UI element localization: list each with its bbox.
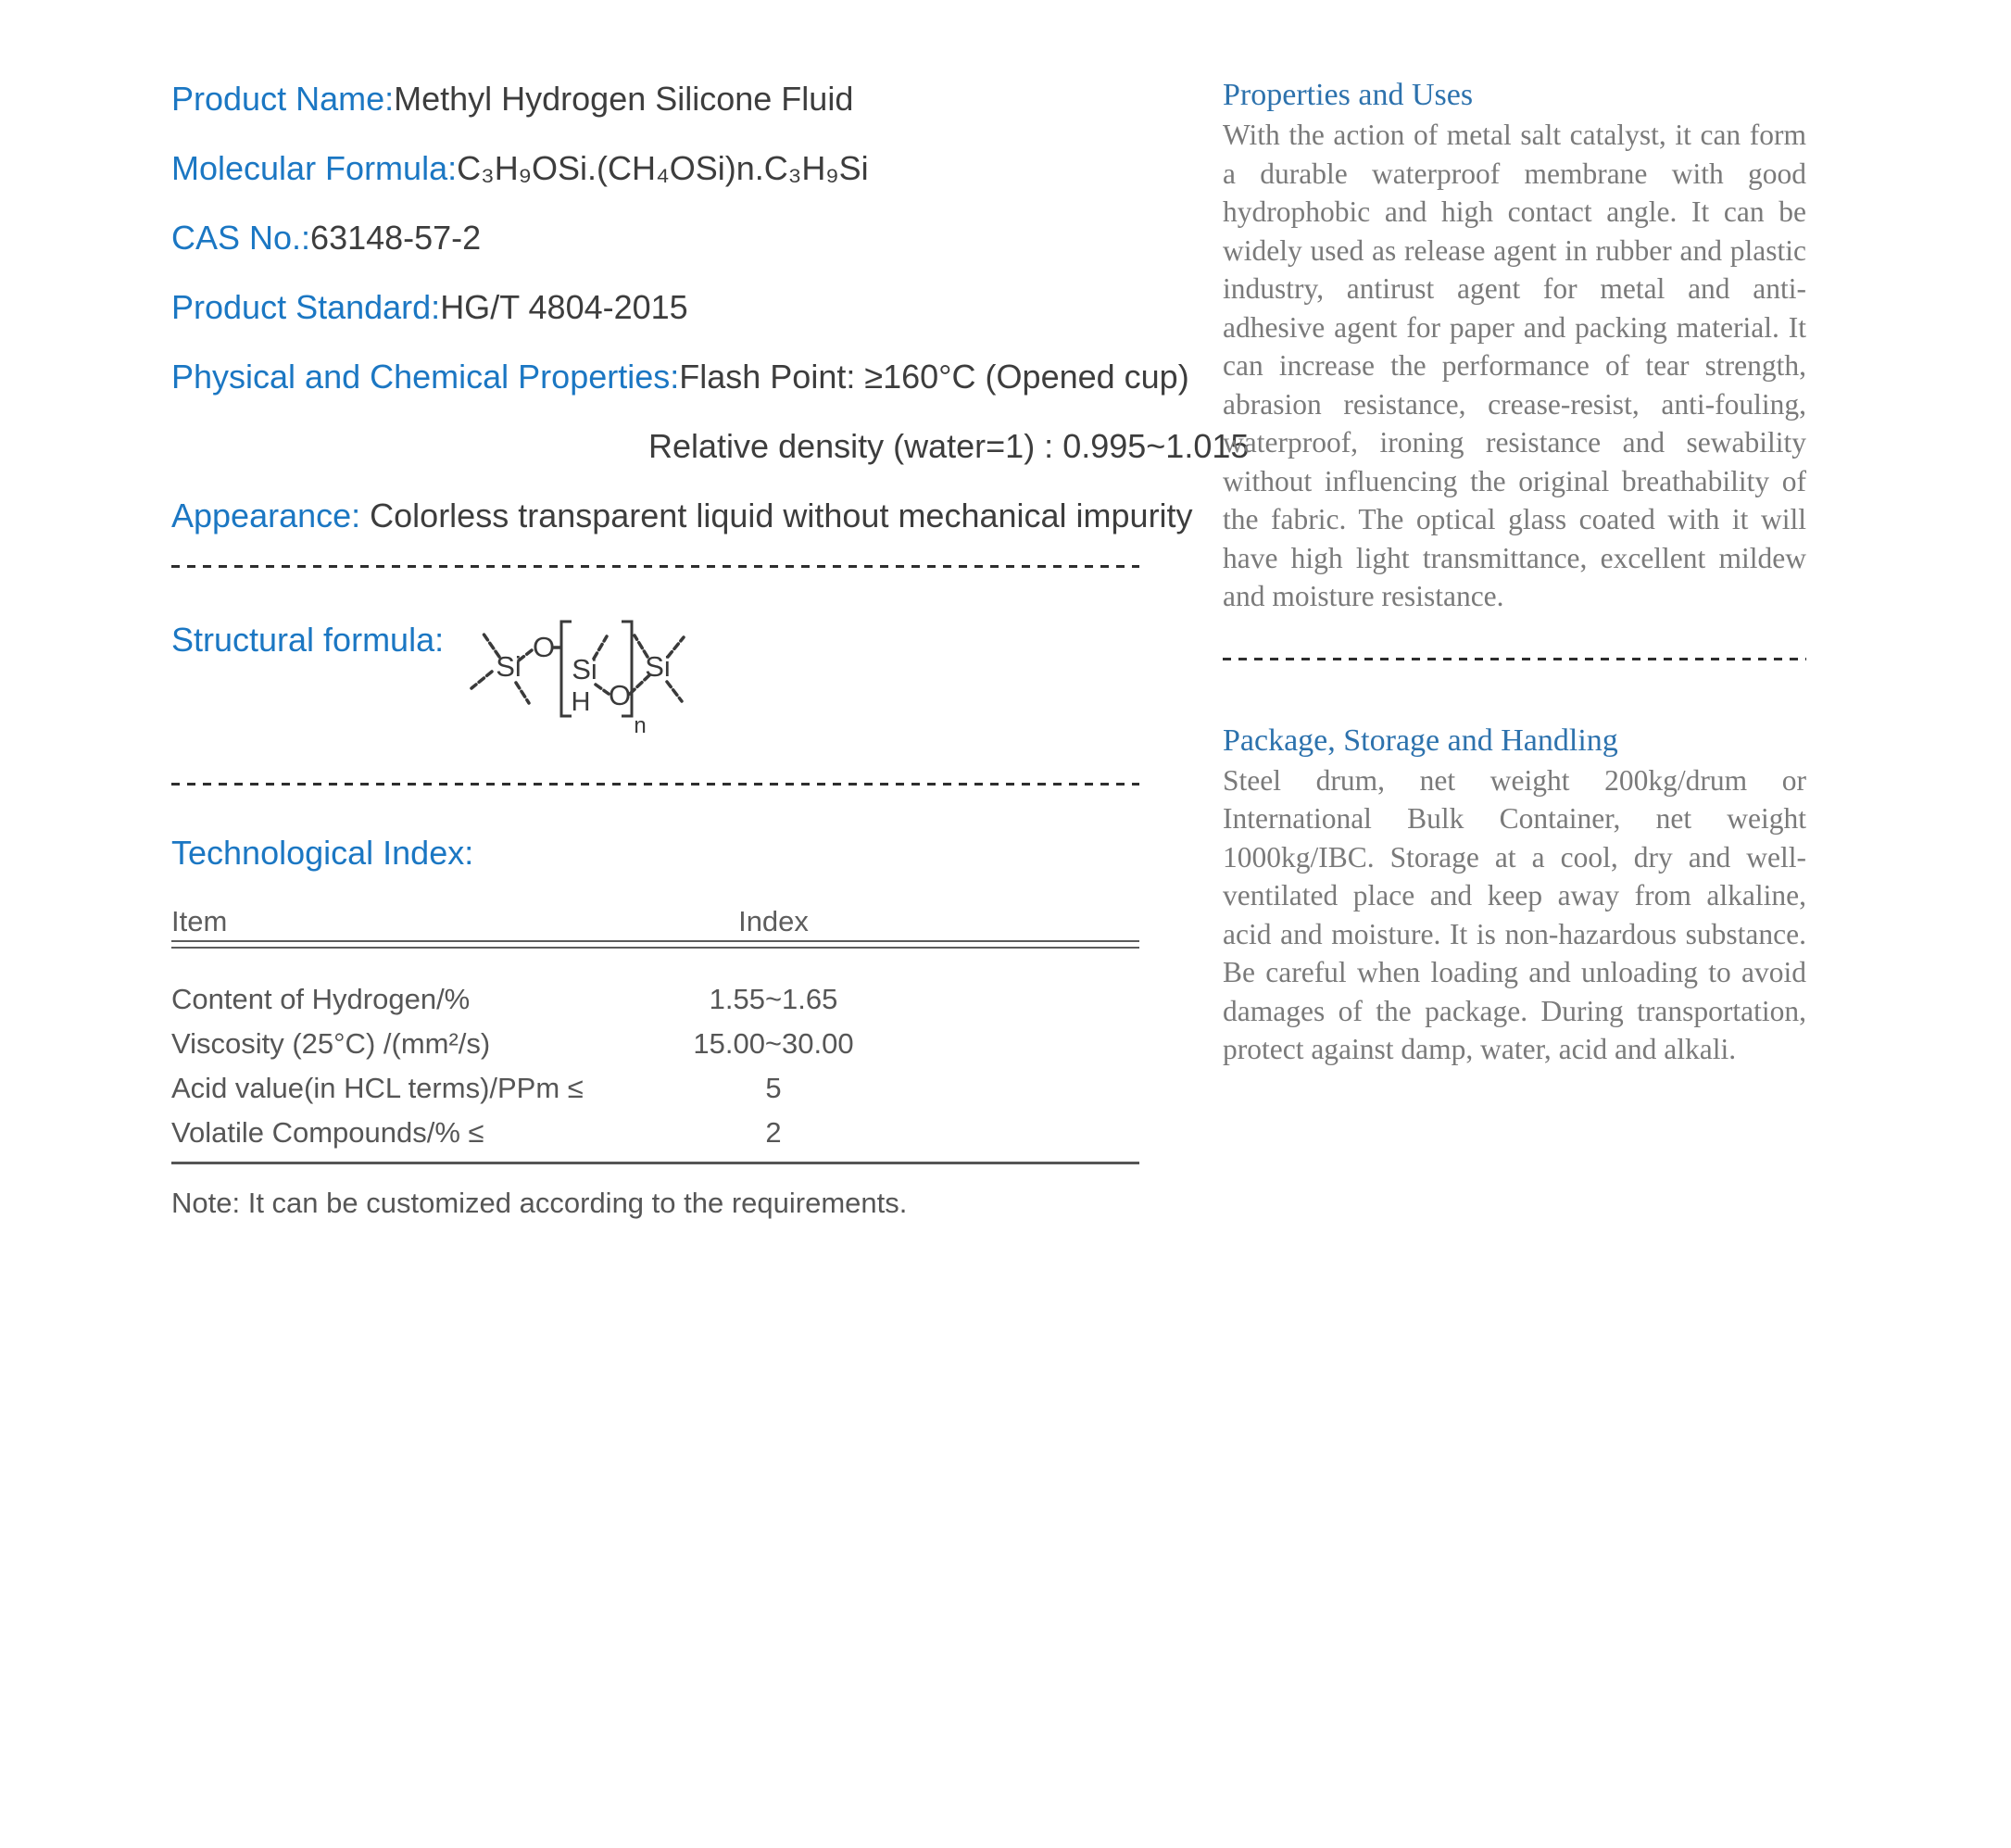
structural-formula-label: Structural formula: xyxy=(171,621,445,659)
properties-uses-heading: Properties and Uses xyxy=(1223,78,1474,112)
row-item: Volatile Compounds/% ≤ xyxy=(171,1116,484,1149)
product-standard-label: Product Standard: xyxy=(171,288,441,326)
field-appearance xyxy=(171,496,1193,536)
field-molecular-formula xyxy=(171,148,1139,189)
structural-formula-drawing xyxy=(468,609,713,748)
molecular-formula-label: Molecular Formula: xyxy=(171,149,458,187)
field-cas-no xyxy=(171,218,1139,258)
table-row xyxy=(171,981,1139,1018)
product-name-value: Methyl Hydrogen Silicone Fluid xyxy=(394,80,854,118)
table-note: Note: It can be customized according to the requirements. xyxy=(171,1187,908,1219)
atom-h: H xyxy=(571,687,591,717)
atom-si-2: Si xyxy=(572,653,597,685)
row-item: Acid value(in HCL terms)/PPm ≤ xyxy=(171,1072,584,1104)
atom-o-2: O xyxy=(608,679,632,711)
section-package-storage xyxy=(1223,723,1806,1069)
atom-si-1: Si xyxy=(496,650,522,683)
physical-chemical-label: Physical and Chemical Properties: xyxy=(171,358,680,396)
right-dashed-divider xyxy=(1223,658,1806,660)
row-index: 1.55~1.65 xyxy=(709,983,838,1015)
header-index: Index xyxy=(738,905,809,937)
flash-point-value: Flash Point: ≥160°C (Opened cup) xyxy=(679,358,1189,396)
row-item: Viscosity (25°C) /(mm²/s) xyxy=(171,1027,491,1060)
relative-density-value: Relative density (water=1) : 0.995~1.015 xyxy=(648,427,1250,465)
atom-si-3: Si xyxy=(645,650,671,683)
table-row xyxy=(171,1025,1139,1062)
technological-index-table xyxy=(171,903,1139,1164)
appearance-value: Colorless transparent liquid without mechanical impurity xyxy=(370,497,1193,534)
table-row xyxy=(171,1070,1139,1107)
row-index: 15.00~30.00 xyxy=(693,1027,854,1060)
molecular-formula-value: C₃H₉OSi.(CH₄OSi)n.C₃H₉Si xyxy=(457,149,869,187)
right-column xyxy=(1223,77,1806,1069)
field-product-standard xyxy=(171,287,1139,328)
left-column xyxy=(171,79,1250,1222)
field-relative-density xyxy=(171,426,1250,467)
structural-formula-section xyxy=(171,620,1139,759)
row-index: 2 xyxy=(765,1116,782,1149)
product-name-label: Product Name: xyxy=(171,80,395,118)
package-storage-body: Steel drum, net weight 200kg/drum or International Bulk Container, net weight 1000kg/IBC. Storage at a cool, dry and well-ventilated place and keep away from alkaline, acid and moisture. It is non-hazardous substance. Be careful when loading and unloading to avoid damages of the package. During transportation, protect against damp, water, acid and alkali. xyxy=(1223,763,1806,1065)
field-physical-chemical xyxy=(171,357,1189,397)
subscript-n: n xyxy=(634,713,647,738)
package-storage-heading: Package, Storage and Handling xyxy=(1223,723,1618,758)
row-item: Content of Hydrogen/% xyxy=(171,983,471,1015)
appearance-label: Appearance: xyxy=(171,497,361,534)
technological-index-heading: Technological Index: xyxy=(171,834,474,872)
properties-uses-body: With the action of metal salt catalyst, it can form a durable waterproof membrane with good hydrophobic and high contact angle. It can be widely used as release agent in rubber and plastic industry, antirust agent for metal and anti-adhesive agent for paper and packing material. It can increase the performance of tear strength, abrasion resistance, crease-resist, anti-fouling, waterproof, ironing resistance and sewability without influencing the original breathability of the fabric. The optical glass coated with it will have high light transmittance, excellent mildew and moisture resistance. xyxy=(1223,119,1806,612)
field-product-name xyxy=(171,79,1139,119)
section-properties-and-uses xyxy=(1223,77,1806,616)
table-bottom-rule xyxy=(171,1162,1139,1164)
table-header-row xyxy=(171,903,1139,940)
cas-no-label: CAS No.: xyxy=(171,219,311,257)
atom-o-1: O xyxy=(532,631,556,663)
table-row xyxy=(171,1114,1139,1151)
product-standard-value: HG/T 4804-2015 xyxy=(440,288,688,326)
table-header-rule xyxy=(171,940,1139,949)
row-index: 5 xyxy=(765,1072,782,1104)
header-item: Item xyxy=(171,905,228,937)
dashed-divider-top xyxy=(171,565,1139,568)
cas-no-value: 63148-57-2 xyxy=(310,219,482,257)
dashed-divider-bottom xyxy=(171,783,1139,786)
